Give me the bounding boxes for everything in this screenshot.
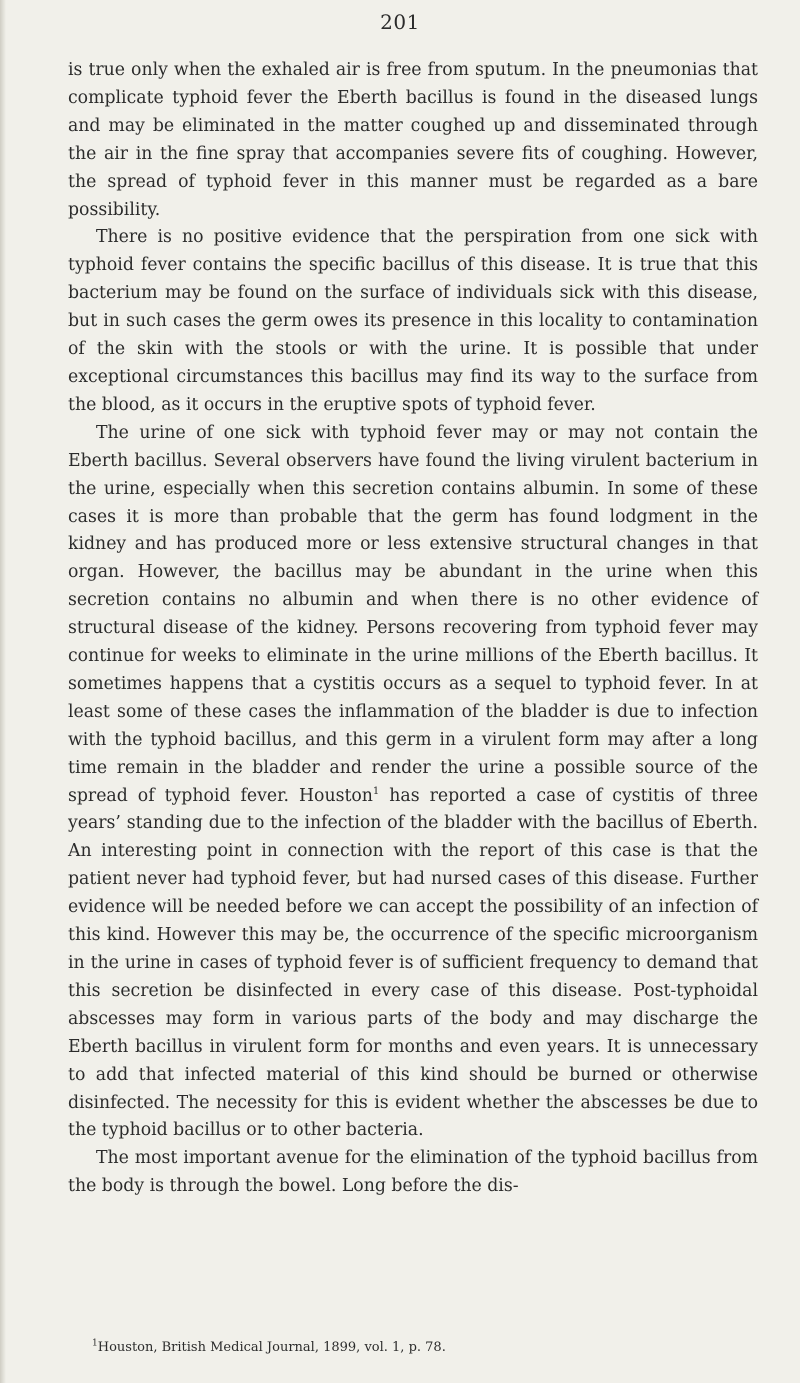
footnote	[92, 1339, 758, 1357]
paragraph-bowel	[68, 1145, 758, 1201]
footnote-text: Houston, British Medical Journal, 1899, vol. 1, p. 78.	[97, 1340, 446, 1355]
paragraph-pneumonia	[68, 57, 758, 224]
paragraph-perspiration	[68, 224, 758, 419]
paragraph-text: The most important avenue for the elimination of the typhoid bacillus from the body is through the bowel. Long before the dis-	[68, 1148, 758, 1197]
paragraph-text-continued: has reported a case of cystitis of three years’ standing due to the infection of the bladder with the bacillus of Eberth. An interesting point in connection with the report of this case is that the patient never had typhoid fever, but had nursed cases of this disease. Further evidence will be needed before we can accept the possibility of an infection of this kind. However this may be, the occurrence of the specific microorganism in the urine in cases of typhoid fever is of sufficient frequency to demand that this secretion be disinfected in every case of this disease. Post-typhoidal abscesses may form in various parts of the body and may discharge the Eberth bacillus in virulent form for months and even years. It is unnecessary to add that infected material of this kind should be burned or otherwise disinfected. The necessity for this is evident whether the abscesses be due to the typhoid bacillus or to other bacteria.	[68, 785, 758, 1141]
footnote-reference: 1	[372, 785, 380, 797]
page-number: 201	[380, 10, 420, 34]
footnote-mark: 1	[92, 1338, 98, 1349]
body-text	[68, 57, 758, 1201]
paragraph-text: There is no positive evidence that the perspiration from one sick with typhoid fever contains the specific bacillus of this disease. It is true that this bacterium may be found on the surface of individuals sick with this disease, but in such cases the germ owes its presence in this locality to contamination of the skin with the stools or with the urine. It is possible that under exceptional circumstances this bacillus may find its way to the surface from the blood, as it occurs in the eruptive spots of typhoid fever.	[68, 227, 758, 415]
paragraph-text: The urine of one sick with typhoid fever may or may not contain the Eberth bacillus. Several observers have found the living virulent bacterium in the urine, especially when this secretion contains albumin. In some of these cases it is more than probable that the germ has found lodgment in the kidney and has produced more or less extensive structural changes in that organ. However, the bacillus may be abundant in the urine when this secretion contains no albumin and when there is no other evidence of structural disease of the kidney. Persons recovering from typhoid fever may continue for weeks to eliminate in the urine millions of the Eberth bacillus. It sometimes happens that a cystitis occurs as a sequel to typhoid fever. In at least some of these cases the inflammation of the bladder is due to infection with the typhoid bacillus, and this germ in a virulent form may after a long time remain in the bladder and render the urine a possible source of the spread of typhoid fever. Houston	[68, 422, 758, 806]
page-binding-shadow	[0, 0, 6, 1383]
paragraph-text: is true only when the exhaled air is free from sputum. In the pneumonias that complicate typhoid fever the Eberth bacillus is found in the diseased lungs and may be eliminated in the matter coughed up and disseminated through the air in the fine spray that accompanies severe fits of coughing. However, the spread of typhoid fever in this manner must be regarded as a bare possibility.	[68, 60, 758, 220]
paragraph-urine	[68, 420, 758, 1146]
